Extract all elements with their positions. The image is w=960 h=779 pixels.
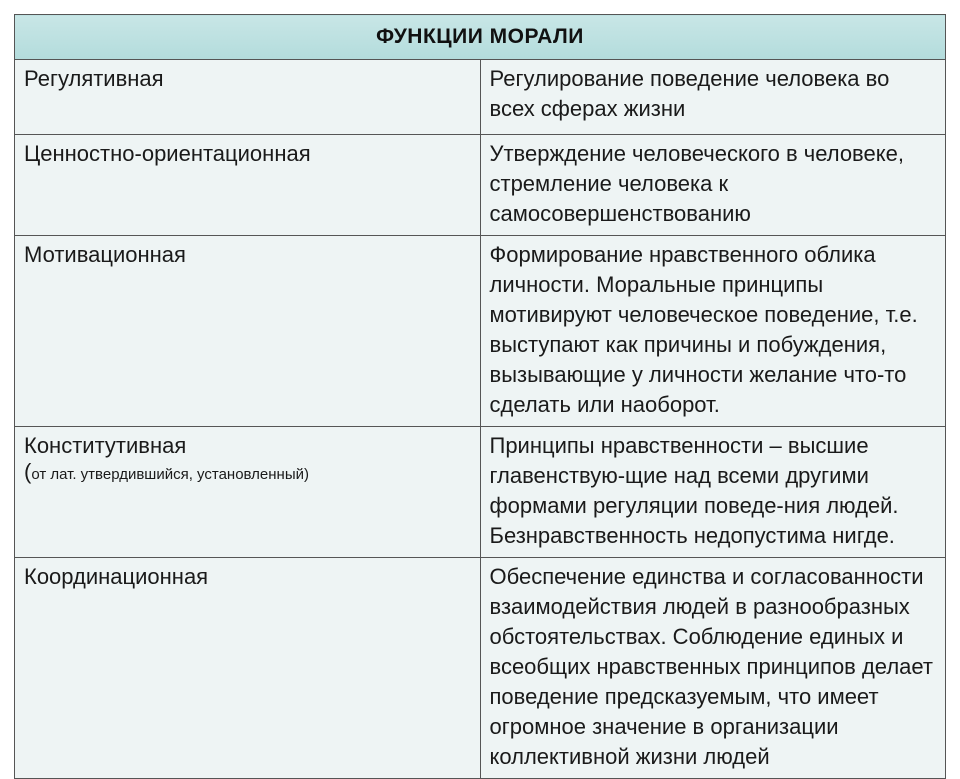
function-name-constitutive: Конститутивная [24,433,187,458]
note-text: от лат. утвердившийся, установленный) [31,466,309,483]
function-name-regulative: Регулятивная [15,60,481,135]
function-description-coordinative: Обеспечение единства и согласованности взаимодействия людей в разнообразных обстоятельствах. Соблюдение единых и всеобщих нравственных принципов делает поведение предсказуемым, что имеет огромное значение в организации коллективной жизни людей [480,558,946,779]
table-row [15,135,946,236]
table-title: ФУНКЦИИ МОРАЛИ [15,15,946,60]
function-description-motivational: Формирование нравственного облика личности. Моральные принципы мотивируют человеческое поведение, т.е. выступают как причины и побуждения, вызывающие у личности желание что-то сделать или наоборот. [480,236,946,427]
table-row [15,558,946,779]
table-row [15,236,946,427]
function-name-value-orientation: Ценностно-ориентационная [15,135,481,236]
table-row [15,427,946,558]
function-cell-constitutive [15,427,481,558]
table-row [15,60,946,135]
note-open-paren: ( [24,459,32,484]
function-note-constitutive [24,461,470,486]
function-name-coordinative: Координационная [15,558,481,779]
function-description-regulative: Регулирование поведение человека во всех сферах жизни [480,60,946,135]
function-description-constitutive: Принципы нравственности – высшие главенствую-щие над всеми другими формами регуляции поведе-ния людей. Безнравственность недопустима нигде. [480,427,946,558]
function-name-motivational: Мотивационная [15,236,481,427]
function-description-value-orientation: Утверждение человеческого в человеке, стремление человека к самосовершенствованию [480,135,946,236]
functions-of-morality-table [14,14,946,769]
